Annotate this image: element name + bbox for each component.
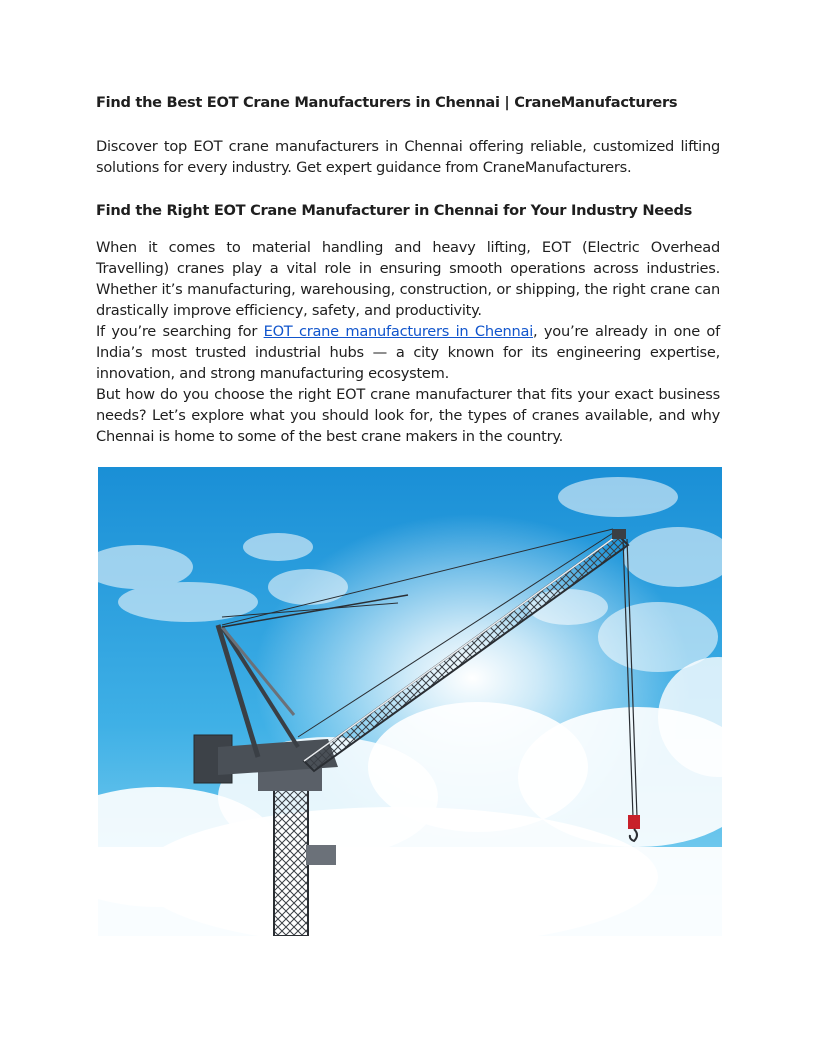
paragraph-2 xyxy=(96,321,720,384)
crane-photo xyxy=(98,467,722,936)
tower-crane-illustration xyxy=(98,467,722,936)
eot-crane-chennai-link[interactable]: EOT crane manufacturers in Chennai xyxy=(263,323,534,340)
paragraph-1: When it comes to material handling and heavy lifting, EOT (Electric Overhead Travelling) cranes play a vital role in ensuring smooth operations across industries. Whether it’s manufacturing, warehousing, construction, or shipping, the right crane can drastically improve efficiency, safety, and productivity. xyxy=(96,239,720,319)
paragraph-3: But how do you choose the right EOT crane manufacturer that fits your exact business needs? Let’s explore what you should look for, the types of cranes available, and why Chennai is home to some of the best crane makers in the country. xyxy=(96,386,720,445)
intro-paragraph: Discover top EOT crane manufacturers in Chennai offering reliable, customized lifting solutions for every industry. Get expert guidance from CraneManufacturers. xyxy=(96,138,720,176)
section-body xyxy=(96,237,720,447)
paragraph-2-lead: If you’re searching for xyxy=(96,323,264,340)
section-heading: Find the Right EOT Crane Manufacturer in Chennai for Your Industry Needs xyxy=(96,202,693,219)
document-title: Find the Best EOT Crane Manufacturers in Chennai | CraneManufacturers xyxy=(96,94,678,111)
paragraph-2-tail: , you’re already in one of India’s most trusted industrial hubs — a city known for its engineering expertise, innovation, and strong manufacturing ecosystem. xyxy=(96,323,720,382)
document-body xyxy=(96,92,720,447)
